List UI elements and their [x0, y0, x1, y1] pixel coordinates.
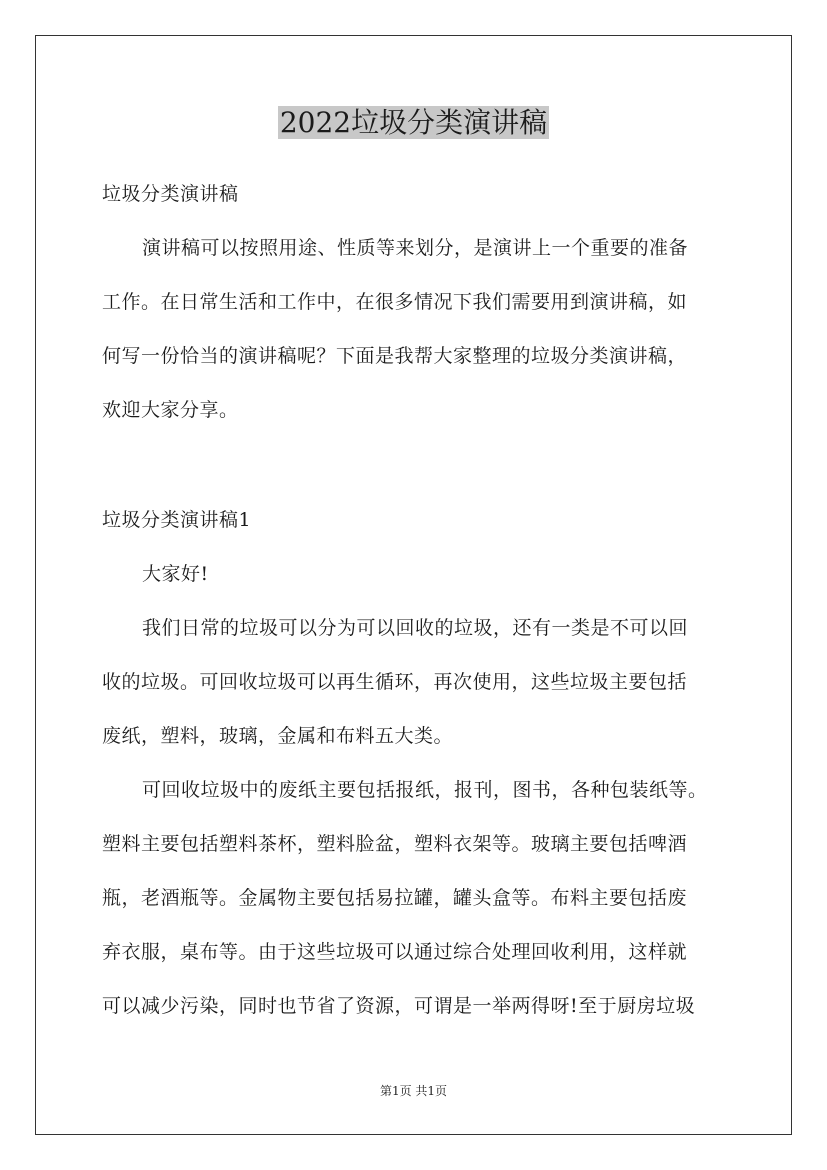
- paragraph-line: 工作。在日常生活和工作中，在很多情况下我们需要用到演讲稿，如: [102, 291, 688, 313]
- paragraph-line: 瓶，老酒瓶等。金属物主要包括易拉罐，罐头盒等。布料主要包括废: [102, 887, 688, 909]
- paragraph-line: 大家好!: [142, 563, 209, 585]
- paragraph-line: 演讲稿可以按照用途、性质等来划分，是演讲上一个重要的准备: [142, 237, 689, 259]
- paragraph-line: 收的垃圾。可回收垃圾可以再生循环，再次使用，这些垃圾主要包括: [102, 671, 688, 693]
- section-heading: 垃圾分类演讲稿1: [102, 509, 252, 531]
- paragraph-line: 废纸，塑料，玻璃，金属和布料五大类。: [102, 725, 454, 747]
- page-footer: 第1页 共1页: [379, 1084, 448, 1098]
- section-heading: 垃圾分类演讲稿: [102, 183, 239, 205]
- paragraph-line: 弃衣服，桌布等。由于这些垃圾可以通过综合处理回收利用，这样就: [102, 941, 688, 963]
- paragraph-line: 欢迎大家分享。: [102, 399, 239, 421]
- paragraph-line: 我们日常的垃圾可以分为可以回收的垃圾，还有一类是不可以回: [142, 617, 689, 639]
- paragraph-line: 塑料主要包括塑料茶杯，塑料脸盆，塑料衣架等。玻璃主要包括啤酒: [102, 833, 688, 855]
- document-title: [0, 103, 827, 143]
- paragraph-line: 可以减少污染，同时也节省了资源，可谓是一举两得呀!至于厨房垃圾: [102, 995, 696, 1017]
- paragraph-line: 可回收垃圾中的废纸主要包括报纸，报刊，图书，各种包装纸等。: [142, 779, 708, 801]
- document-title-text: 2022垃圾分类演讲稿: [279, 106, 548, 139]
- paragraph-line: 何写一份恰当的演讲稿呢？下面是我帮大家整理的垃圾分类演讲稿，: [102, 345, 688, 367]
